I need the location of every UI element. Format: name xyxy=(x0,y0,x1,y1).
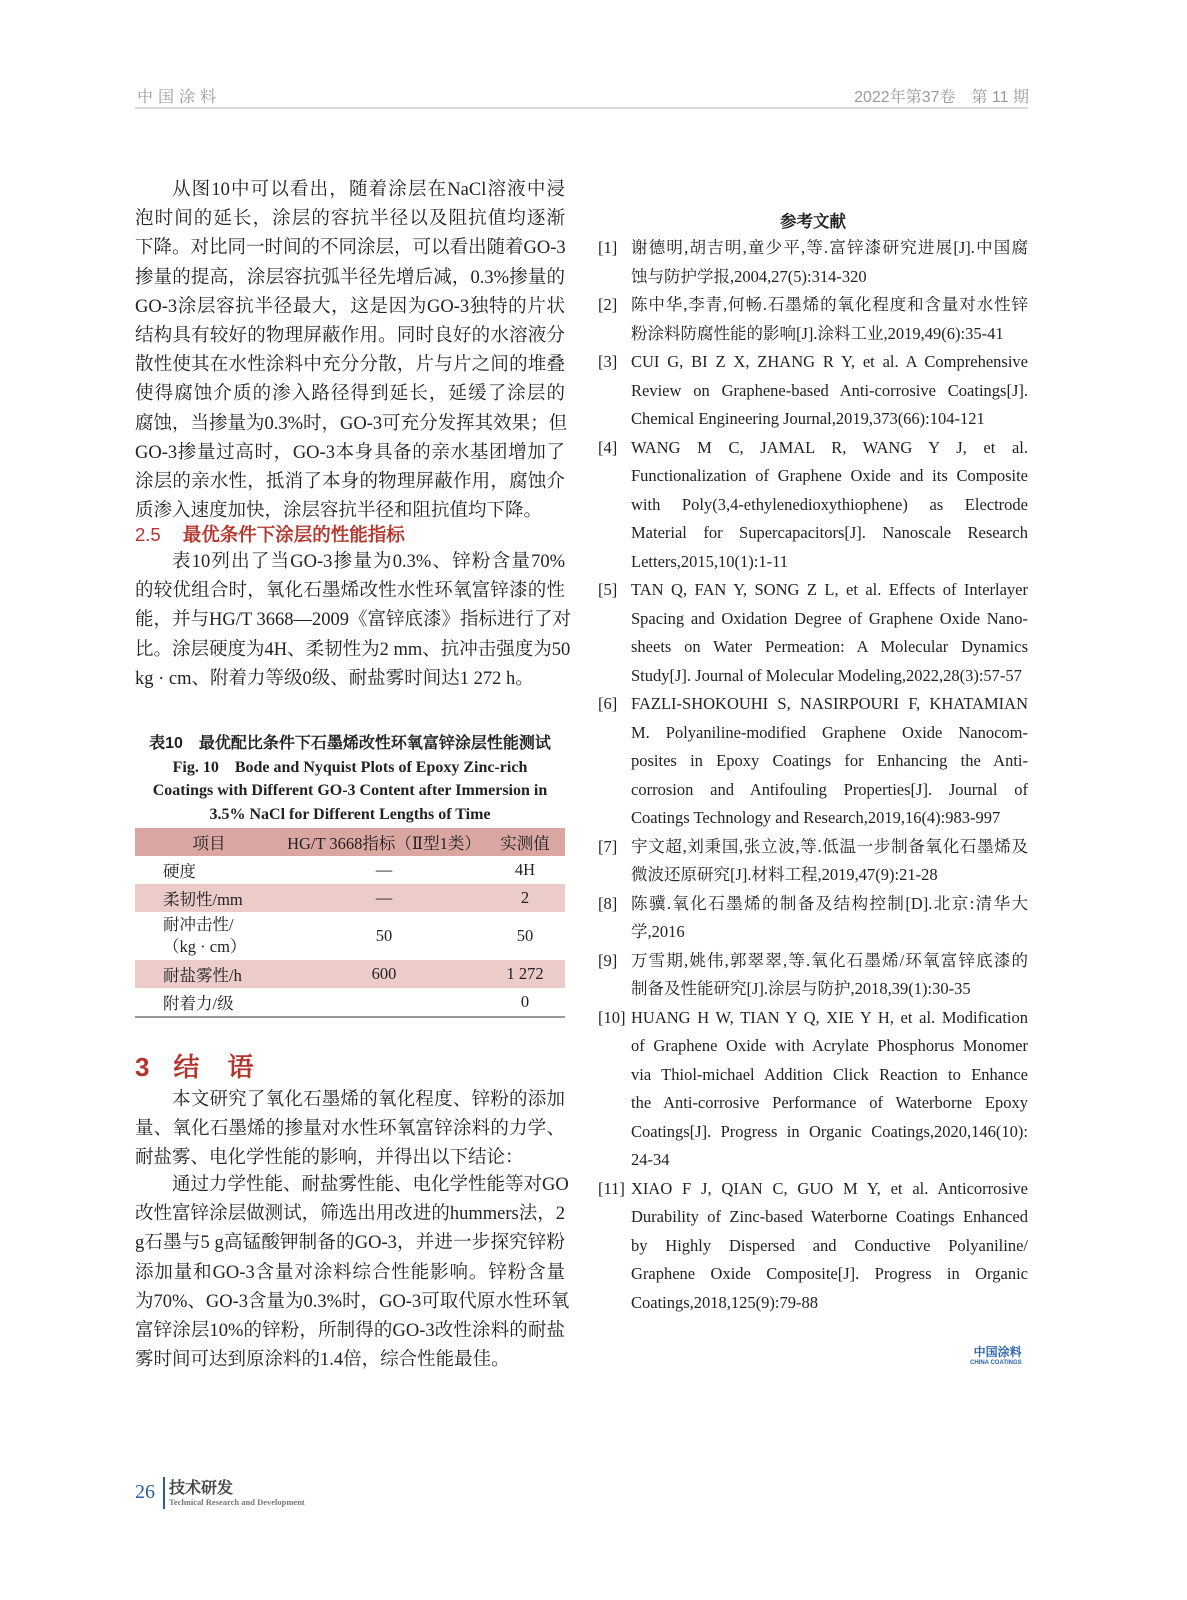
reference-item xyxy=(598,348,1028,434)
text-line: 通过力学性能、耐盐雾性能、电化学性能等对GO xyxy=(172,1175,569,1195)
table-header-row xyxy=(135,828,565,856)
reference-line: of Graphene Oxide with Acrylate Phosphorus Monomer xyxy=(631,1036,1028,1055)
reference-line: Spacing and Oxidation Degree of Graphene Oxide Nano- xyxy=(631,608,1028,628)
reference-line: sheets on Water Permeation: A Molecular Dynamics xyxy=(631,637,1028,656)
cell-item: 柔韧性/mm xyxy=(135,884,283,912)
header-rule xyxy=(135,107,1028,109)
text-line: 表10列出了当GO-3掺量为0.3%、锌粉含量70% xyxy=(172,552,565,572)
reference-line: by Highly Dispersed and Conductive Polyaniline/ xyxy=(631,1235,1028,1255)
text-line: 下降。对比同一时间的不同涂层，可以看出随着GO-3 xyxy=(135,238,566,259)
col-header-item: 项目 xyxy=(135,828,283,856)
cell-measured: 2 xyxy=(485,884,565,912)
table-caption-zh: 表10 最优配比条件下石墨烯改性环氧富锌涂层性能测试 xyxy=(149,735,551,752)
cell-standard: — xyxy=(283,884,485,912)
journal-name: 中国涂料 xyxy=(137,89,222,106)
reference-item xyxy=(598,291,1028,348)
text-line: 质渗入速度加快，涂层容抗半径和阻抗值均下降。 xyxy=(135,501,543,522)
cell-item: 附着力/级 xyxy=(163,994,234,1013)
col-header-standard: HG/T 3668指标（Ⅱ型1类） xyxy=(283,828,485,856)
text-line: 添加量和GO-3含量对涂料综合性能影响。锌粉含量 xyxy=(135,1262,565,1283)
footer-divider xyxy=(163,1477,165,1509)
reference-item xyxy=(598,576,1028,690)
text-line: kg · cm、附着力等级0级、耐盐雾时间达1 272 h。 xyxy=(135,668,534,689)
reference-number: [11] xyxy=(598,1178,625,1198)
section-3-heading xyxy=(135,1047,565,1084)
table-row xyxy=(135,960,565,988)
cell-standard: 50 xyxy=(375,926,393,945)
reference-line: HUANG H W, TIAN Y Q, XIE Y H, et al. Modification xyxy=(631,1007,1028,1027)
text-line: 耐盐雾、电化学性能的影响，并得出以下结论： xyxy=(135,1148,524,1169)
cell-measured: 4H xyxy=(514,860,536,879)
reference-line: 谢德明,胡吉明,童少平,等.富锌漆研究进展[J].中国腐 xyxy=(631,238,1028,257)
col-header-measured: 实测值 xyxy=(485,828,565,856)
reference-item xyxy=(598,234,1028,291)
table-row xyxy=(135,912,565,960)
cell-item: 耐盐雾性/h xyxy=(135,960,283,988)
text-line: 腐蚀，当掺量为0.3%时，GO-3可充分发挥其效果；但 xyxy=(135,413,568,434)
reference-line: Coatings,2018,125(9):79-88 xyxy=(631,1292,818,1312)
reference-line: 粉涂料防腐性能的影响[J].涂料工业,2019,49(6):35-41 xyxy=(631,323,1004,343)
text-line: 富锌涂层10%的锌粉，所制得的GO-3改性涂料的耐盐 xyxy=(135,1320,565,1341)
text-line: 本文研究了氧化石墨烯的氧化程度、锌粉的添加 xyxy=(172,1090,565,1110)
reference-line: CUI G, BI Z X, ZHANG R Y, et al. A Comprehensive xyxy=(631,352,1028,371)
reference-line: FAZLI-SHOKOUHI S, NASIRPOURI F, KHATAMIAN xyxy=(631,694,1028,713)
reference-line: posites in Epoxy Coatings for Enhancing the Anti- xyxy=(631,751,1028,770)
reference-number: [9] xyxy=(598,950,618,970)
issue-info: 2022年第37卷 第 11 期 xyxy=(854,89,1029,106)
cell-measured: 50 xyxy=(516,926,534,945)
text-line: 结构具有较好的物理屏蔽作用。同时良好的水溶液分 xyxy=(135,325,565,346)
paragraph-2 xyxy=(135,548,571,694)
reference-item xyxy=(598,1175,1028,1318)
text-line: 使得腐蚀介质的渗入路径得到延长，延缓了涂层的 xyxy=(135,384,565,405)
text-line: 比。涂层硬度为4H、柔韧性为2 mm、抗冲击强度为50 xyxy=(135,639,571,660)
reference-item xyxy=(598,833,1028,890)
section-2-5-heading xyxy=(135,521,565,547)
reference-line: corrosion and Antifouling Properties[J]. Journal of xyxy=(631,779,1028,799)
text-line: 量、氧化石墨烯的掺量对水性环氧富锌涂料的力学、 xyxy=(135,1119,565,1140)
reference-line: Letters,2015,10(1):1-11 xyxy=(631,551,789,571)
cell-measured: 1 272 xyxy=(485,960,565,988)
text-line: 改性富锌涂层做测试，筛选出用改进的hummers法，2 xyxy=(135,1204,565,1225)
text-line: 从图10中可以看出，随着涂层在NaCl溶液中浸 xyxy=(172,180,565,200)
text-line: GO-3涂层容抗半径最大，这是因为GO-3独特的片状 xyxy=(135,296,565,317)
reference-line: Functionalization of Graphene Oxide and its Composite xyxy=(631,466,1028,485)
cell-item: 硬度 xyxy=(163,862,196,881)
cell-standard: 600 xyxy=(283,960,485,988)
paragraph-4 xyxy=(135,1171,570,1375)
cell-standard xyxy=(283,988,485,1016)
reference-number: [10] xyxy=(598,1007,626,1027)
footer-section-en: Technical Research and Development xyxy=(169,1497,305,1507)
reference-line: WANG M C, JAMAL R, WANG Y J, et al. xyxy=(631,437,1028,457)
reference-line: 24-34 xyxy=(631,1150,670,1169)
cell-measured: 0 xyxy=(520,992,530,1011)
reference-line: 蚀与防护学报,2004,27(5):314-320 xyxy=(631,266,867,286)
cell-standard: — xyxy=(375,860,393,879)
reference-line: 陈中华,李青,何畅.石墨烯的氧化程度和含量对水性锌 xyxy=(631,295,1028,314)
performance-table xyxy=(135,828,565,1016)
table-caption-en-2: Coatings with Different GO-3 Content after Immersion in xyxy=(152,782,548,799)
reference-line: Review on Graphene-based Anti-corrosive Coatings[J]. xyxy=(631,380,1028,400)
references-list xyxy=(598,234,1028,1317)
reference-line: 微波还原研究[J].材料工程,2019,47(9):21-28 xyxy=(631,865,938,884)
table-caption-en-3: 3.5% NaCl for Different Lengths of Time xyxy=(209,805,491,823)
text-line: 为70%、GO-3含量为0.3%时，GO-3可取代原水性环氧 xyxy=(135,1291,570,1312)
logo-en: CHINA COATINGS xyxy=(970,1360,1022,1366)
reference-line: Material for Supercapacitors[J]. Nanoscale Research xyxy=(631,523,1028,542)
reference-line: via Thiol-michael Addition Click Reaction to Enhance xyxy=(631,1064,1028,1084)
reference-line: Graphene Oxide Composite[J]. Progress in Organic xyxy=(631,1264,1028,1283)
reference-line: Coatings[J]. Progress in Organic Coatings,2020,146(10): xyxy=(631,1121,1028,1141)
text-line: g石墨与5 g高锰酸钾制备的GO-3，并进一步探究锌粉 xyxy=(135,1233,565,1254)
reference-line: 陈骥.氧化石墨烯的制备及结构控制[D].北京:清华大 xyxy=(631,893,1028,913)
reference-number: [7] xyxy=(598,836,618,856)
text-line: 雾时间可达到原涂料的1.4倍，综合性能最佳。 xyxy=(135,1350,510,1371)
table-row xyxy=(135,856,565,884)
paragraph-1 xyxy=(135,176,568,526)
reference-line: Durability of Zinc-based Waterborne Coatings Enhanced xyxy=(631,1207,1028,1226)
section-title-char-2: 语 xyxy=(227,1052,256,1082)
table-caption-en-1: Fig. 10 Bode and Nyquist Plots of Epoxy Zinc-rich xyxy=(172,758,528,776)
cell-item: 耐冲击性/ （kg · cm） xyxy=(163,915,247,956)
section-title: 最优条件下涂层的性能指标 xyxy=(182,524,405,545)
reference-item xyxy=(598,1004,1028,1175)
reference-number: [3] xyxy=(598,352,618,371)
logo-zh: 中国涂料 xyxy=(973,1345,1022,1359)
reference-line: M. Polyaniline-modified Graphene Oxide Nanocom- xyxy=(631,722,1028,742)
reference-line: TAN Q, FAN Y, SONG Z L, et al. Effects of Interlayer xyxy=(631,580,1028,599)
reference-line: 学,2016 xyxy=(631,922,685,941)
reference-line: 万雪期,姚伟,郭翠翠,等.氧化石墨烯/环氧富锌底漆的 xyxy=(631,950,1028,970)
table-row xyxy=(135,884,565,912)
section-number: 3 xyxy=(135,1052,152,1082)
reference-item xyxy=(598,434,1028,577)
text-line: 泡时间的延长，涂层的容抗半径以及阻抗值均逐渐 xyxy=(135,209,565,230)
references-title: 参考文献 xyxy=(780,213,846,231)
reference-line: the Anti-corrosive Performance of Waterborne Epoxy xyxy=(631,1093,1028,1112)
reference-number: [4] xyxy=(598,437,618,457)
china-coatings-logo xyxy=(970,1343,1022,1366)
reference-line: XIAO F J, QIAN C, GUO M Y, et al. Anticorrosive xyxy=(631,1178,1028,1198)
reference-number: [6] xyxy=(598,694,618,713)
reference-line: with Poly(3,4-ethylenedioxythiophene) as Electrode xyxy=(631,494,1028,514)
reference-line: Study[J]. Journal of Molecular Modeling,2022,28(3):57-57 xyxy=(631,665,1022,685)
table-bottom-rule xyxy=(135,1016,565,1018)
reference-line: 宇文超,刘秉国,张立波,等.低温一步制备氧化石墨烯及 xyxy=(631,836,1028,856)
section-title-char-1: 结 xyxy=(173,1052,202,1082)
reference-number: [5] xyxy=(598,580,618,599)
reference-item xyxy=(598,947,1028,1004)
text-line: GO-3掺量过高时，GO-3本身具备的亲水基团增加了 xyxy=(135,442,565,463)
reference-line: Chemical Engineering Journal,2019,373(66):104-121 xyxy=(631,409,985,428)
reference-line: Coatings Technology and Research,2019,16(4):983-997 xyxy=(631,808,1001,827)
table-row xyxy=(135,988,565,1016)
reference-item xyxy=(598,690,1028,833)
reference-number: [8] xyxy=(598,893,618,913)
reference-item xyxy=(598,890,1028,947)
text-line: 掺量的提高，涂层容抗弧半径先增后减，0.3%掺量的 xyxy=(135,267,565,288)
table-caption xyxy=(135,732,565,826)
paragraph-3 xyxy=(135,1086,565,1174)
text-line: 涂层的亲水性，抵消了本身的物理屏蔽作用，腐蚀介 xyxy=(135,471,565,492)
section-number: 2.5 xyxy=(135,524,161,545)
reference-number: [2] xyxy=(598,295,618,314)
reference-line: 制备及性能研究[J].涂层与防护,2018,39(1):30-35 xyxy=(631,979,971,998)
text-line: 能，并与HG/T 3668—2009《富锌底漆》指标进行了对 xyxy=(135,610,571,631)
text-line: 的较优组合时，氧化石墨烯改性水性环氧富锌漆的性 xyxy=(135,581,565,602)
text-line: 散性使其在水性涂料中充分分散，片与片之间的堆叠 xyxy=(135,355,565,376)
footer-section-zh: 技术研发 xyxy=(169,1480,234,1497)
page-number: 26 xyxy=(135,1481,155,1503)
reference-number: [1] xyxy=(598,238,618,257)
